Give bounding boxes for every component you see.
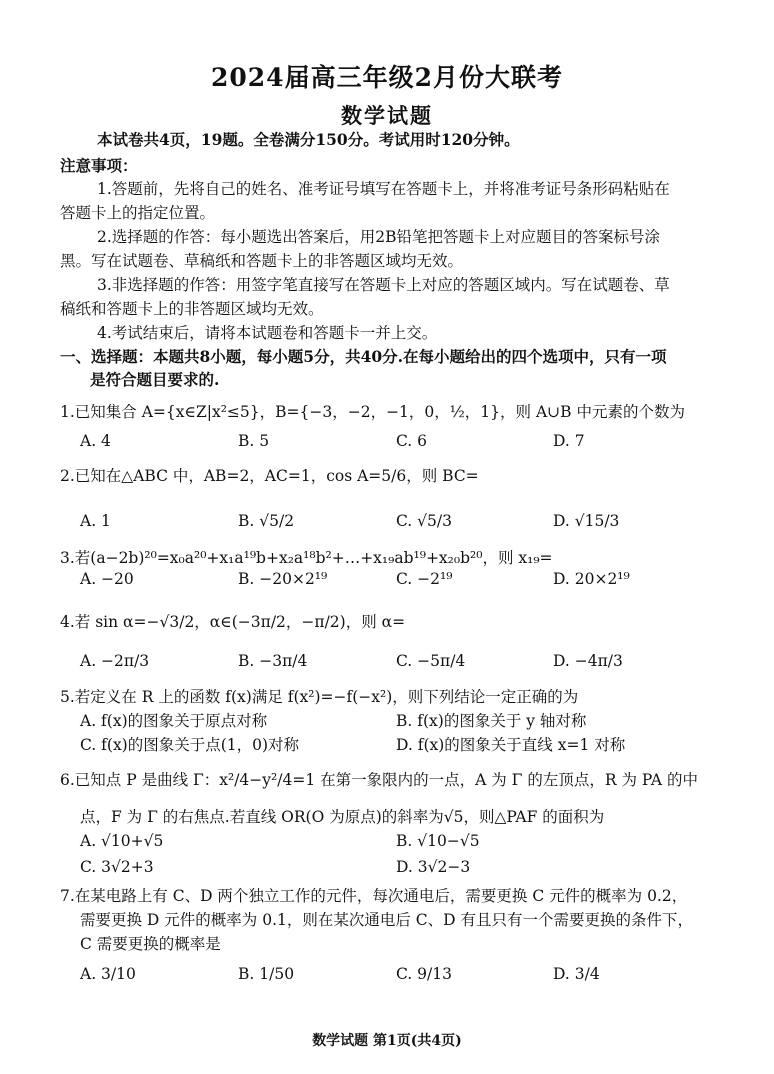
note-4: 4.考试结束后，请将本试题卷和答题卡一并上交。 xyxy=(97,324,438,342)
q1-option-d: D. 7 xyxy=(553,432,585,450)
q3-option-d: D. 20×2¹⁹ xyxy=(553,570,630,588)
q6-stem-b: 点，F 为 Γ 的右焦点.若直线 OR(O 为原点)的斜率为√5，则△PAF 的面积为 xyxy=(80,808,605,826)
note-3b: 稿纸和答题卡上的非答题区域均无效。 xyxy=(60,300,324,318)
q6-option-c: C. 3√2+3 xyxy=(80,858,154,876)
section-heading-a: 一、选择题：本题共8小题，每小题5分，共40分.在每小题给出的四个选项中，只有一项 xyxy=(60,347,667,366)
q7-stem-b: 需要更换 D 元件的概率为 0.1，则在某次通电后 C、D 有且只有一个需要更换的条件下， xyxy=(80,911,694,929)
exam-info: 本试卷共4页，19题。全卷满分150分。考试用时120分钟。 xyxy=(97,130,520,149)
q7-option-a: A. 3/10 xyxy=(80,965,136,983)
q4-option-d: D. −4π/3 xyxy=(553,652,623,670)
q3-option-a: A. −20 xyxy=(80,570,134,588)
q3-option-b: B. −20×2¹⁹ xyxy=(238,570,328,588)
q1-stem: 1.已知集合 A={x∈Z|x²≤5}，B={−3，−2，−1，0，½，1}，则 A∪B 中元素的个数为 xyxy=(60,403,685,421)
exam-title: 2024届高三年级2月份大联考 xyxy=(211,63,563,92)
q5-stem: 5.若定义在 R 上的函数 f(x)满足 f(x²)=−f(−x²)，则下列结论一定正确的为 xyxy=(60,688,579,706)
q4-option-a: A. −2π/3 xyxy=(80,652,150,670)
q3-option-c: C. −2¹⁹ xyxy=(396,570,453,588)
q6-option-d: D. 3√2−3 xyxy=(396,858,471,876)
q2-option-a: A. 1 xyxy=(80,512,111,530)
section-heading-b: 是符合题目要求的. xyxy=(90,370,220,389)
note-1a: 1.答题前，先将自己的姓名、准考证号填写在答题卡上，并将准考证号条形码粘贴在 xyxy=(97,180,670,198)
q2-option-b: B. √5/2 xyxy=(238,512,295,530)
q4-option-b: B. −3π/4 xyxy=(238,652,308,670)
q2-option-c: C. √5/3 xyxy=(396,512,452,530)
note-3a: 3.非选择题的作答：用签字笔直接写在答题卡上对应的答题区域内。写在试题卷、草 xyxy=(97,276,670,294)
q5-option-d: D. f(x)的图象关于直线 x=1 对称 xyxy=(396,736,626,754)
exam-subtitle: 数学试题 xyxy=(341,103,433,128)
q2-stem: 2.已知在△ABC 中，AB=2，AC=1，cos A=5/6，则 BC= xyxy=(60,467,479,485)
q6-option-b: B. √10−√5 xyxy=(396,832,480,850)
q2-option-d: D. √15/3 xyxy=(553,512,620,530)
q6-option-a: A. √10+√5 xyxy=(80,832,164,850)
q7-option-b: B. 1/50 xyxy=(238,965,295,983)
q6-stem-a: 6.已知点 P 是曲线 Γ：x²/4−y²/4=1 在第一象限内的一点，A 为 Γ 的左顶点，R 为 PA 的中 xyxy=(60,771,698,789)
note-2a: 2.选择题的作答：每小题选出答案后，用2B铅笔把答题卡上对应题目的答案标号涂 xyxy=(97,228,661,246)
q3-stem: 3.若(a−2b)²⁰=x₀a²⁰+x₁a¹⁹b+x₂a¹⁸b²+…+x₁₉ab¹⁹+x₂₀b²⁰，则 x₁₉= xyxy=(60,549,553,567)
q4-stem: 4.若 sin α=−√3/2，α∈(−3π/2，−π/2)，则 α= xyxy=(60,613,406,631)
note-1b: 答题卡上的指定位置。 xyxy=(60,204,216,222)
q1-option-c: C. 6 xyxy=(396,432,428,450)
q1-option-b: B. 5 xyxy=(238,432,270,450)
q1-option-a: A. 4 xyxy=(80,432,111,450)
q5-option-c: C. f(x)的图象关于点(1，0)对称 xyxy=(80,736,300,754)
q7-option-c: C. 9/13 xyxy=(396,965,452,983)
q5-option-b: B. f(x)的图象关于 y 轴对称 xyxy=(396,712,587,730)
q4-option-c: C. −5π/4 xyxy=(396,652,466,670)
q7-stem-c: C 需要更换的概率是 xyxy=(80,935,221,953)
q7-stem-a: 7.在某电路上有 C、D 两个独立工作的元件，每次通电后，需要更换 C 元件的概率为 0.2， xyxy=(60,887,688,905)
q5-option-a: A. f(x)的图象关于原点对称 xyxy=(80,712,268,730)
q7-option-d: D. 3/4 xyxy=(553,965,600,983)
page-footer: 数学试题 第1页(共4页) xyxy=(312,1033,462,1049)
note-2b: 黑。写在试题卷、草稿纸和答题卡上的非答题区域均无效。 xyxy=(60,252,464,270)
notes-heading: 注意事项： xyxy=(60,156,138,175)
